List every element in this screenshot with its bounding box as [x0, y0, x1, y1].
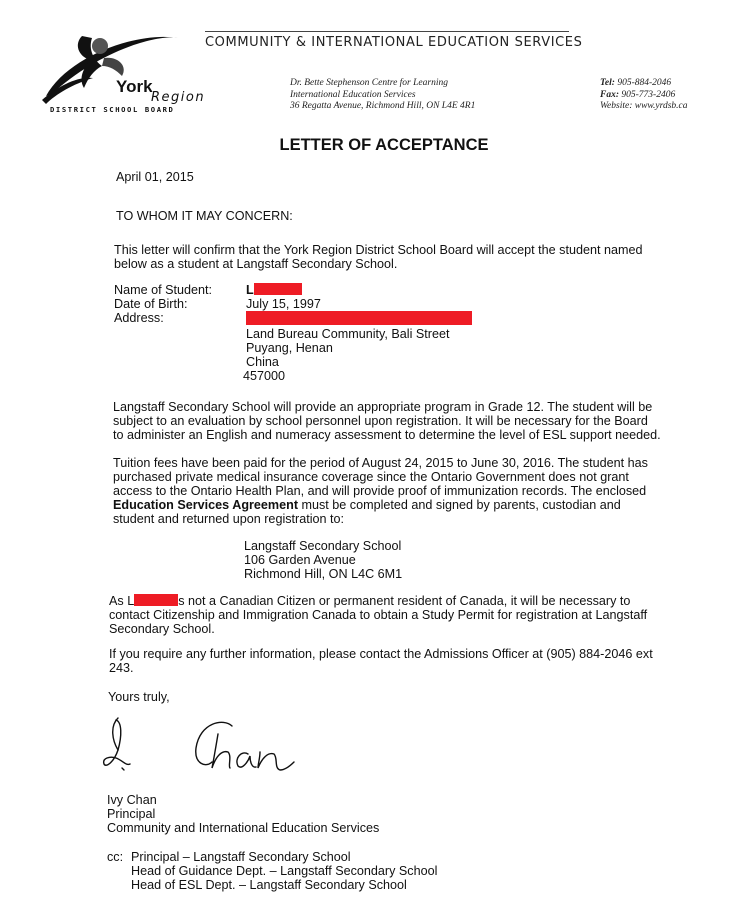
cc-item: Head of Guidance Dept. – Langstaff Secondary School	[131, 864, 438, 878]
signer-block	[107, 793, 379, 835]
paragraph-line: Langstaff Secondary School will provide an appropriate program in Grade 12. The student will be	[113, 400, 653, 414]
student-name	[246, 283, 472, 297]
address-line: China	[246, 355, 279, 369]
website-line	[600, 101, 688, 113]
permit-paragraph	[109, 594, 647, 636]
student-name-initial: L	[246, 283, 254, 297]
website-label: Website:	[600, 101, 633, 111]
header-rule	[205, 31, 569, 32]
student-dob: July 15, 1997	[246, 297, 321, 311]
tel-label: Tel:	[600, 78, 615, 88]
letter-date: April 01, 2015	[116, 170, 194, 184]
fax-label: Fax:	[600, 89, 619, 100]
intro-paragraph	[114, 243, 643, 271]
tel-line	[600, 78, 688, 90]
address-line: Richmond Hill, ON L4C 6M1	[244, 567, 403, 581]
fax-value: 905-773-2406	[621, 89, 676, 100]
closing: Yours truly,	[108, 690, 170, 704]
paragraph-line: This letter will confirm that the York Region District School Board will accept the student named	[114, 243, 643, 257]
address-line: Puyang, Henan	[246, 341, 333, 355]
agreement-text: must be completed and signed by parents, custodian and	[298, 498, 621, 512]
letterhead-contact	[600, 78, 688, 113]
cc-label: cc:	[107, 850, 124, 864]
school-address	[244, 539, 402, 581]
paragraph-line: Secondary School.	[109, 622, 215, 636]
address-line: Langstaff Secondary School	[244, 539, 402, 553]
paragraph-line	[113, 498, 648, 512]
website-value[interactable]: www.yrdsb.ca	[634, 101, 688, 111]
logo-york-text: York	[116, 77, 153, 96]
department-heading: COMMUNITY & INTERNATIONAL EDUCATION SERVICES	[205, 35, 583, 50]
logo-board-text: DISTRICT SCHOOL BOARD	[50, 105, 175, 114]
redaction-block	[134, 594, 178, 606]
paragraph-line: subject to an evaluation by school personnel upon registration. It will be necessary for the Board	[113, 414, 648, 428]
cc-item: Principal – Langstaff Secondary School	[131, 850, 351, 864]
address-line: Dr. Bette Stephenson Centre for Learning	[290, 78, 448, 88]
address-line: International Education Services	[290, 89, 416, 100]
paragraph-line: below as a student at Langstaff Secondary School.	[114, 257, 398, 271]
program-paragraph	[113, 400, 661, 442]
paragraph-line: student and returned upon registration to:	[113, 512, 345, 526]
student-labels	[114, 283, 212, 325]
student-address-redacted	[246, 311, 472, 327]
logo-region-text: Region	[151, 90, 206, 105]
address-line: 457000	[243, 369, 286, 383]
name-label: Name of Student:	[114, 283, 213, 297]
cc-item: Head of ESL Dept. – Langstaff Secondary School	[131, 878, 407, 892]
tuition-paragraph	[113, 456, 648, 526]
permit-prefix: As L	[109, 594, 135, 608]
fax-line	[600, 90, 688, 102]
address-line: 106 Garden Avenue	[244, 553, 356, 567]
address-line: Land Bureau Community, Bali Street	[246, 327, 450, 341]
paragraph-line: contact Citizenship and Immigration Canada to obtain a Study Permit for registration at Langstaff	[109, 608, 648, 622]
signer-department: Community and International Education Services	[107, 821, 380, 835]
paragraph-line	[109, 594, 647, 608]
signer-title: Principal	[107, 807, 156, 821]
permit-text: s not a Canadian Citizen or permanent resident of Canada, it will be necessary to	[178, 594, 631, 608]
redaction-block	[246, 311, 472, 325]
handwritten-signature	[100, 712, 340, 787]
paragraph-line: 243.	[109, 661, 134, 675]
tel-value: 905-884-2046	[617, 78, 672, 88]
contact-paragraph	[109, 647, 653, 675]
dob-label: Date of Birth:	[114, 297, 188, 311]
student-values	[246, 283, 472, 327]
student-address	[243, 327, 450, 383]
address-label: Address:	[114, 311, 164, 325]
paragraph-line: access to the Ontario Health Plan, and will provide proof of immunization records. The enclosed	[113, 484, 647, 498]
cc-list	[131, 850, 437, 892]
letter-title: LETTER OF ACCEPTANCE	[279, 136, 489, 154]
letterhead-address	[290, 78, 475, 113]
logo-graphic	[38, 26, 208, 116]
paragraph-line: purchased private medical insurance coverage since the Ontario Government does not grant	[113, 470, 629, 484]
signer-name: Ivy Chan	[107, 793, 157, 807]
agreement-name: Education Services Agreement	[113, 498, 299, 512]
york-region-logo	[38, 26, 208, 116]
address-line: 36 Regatta Avenue, Richmond Hill, ON L4E 4R1	[290, 101, 476, 111]
paragraph-line: to administer an English and numeracy assessment to determine the level of ESL support needed.	[113, 428, 661, 442]
paragraph-line: Tuition fees have been paid for the period of August 24, 2015 to June 30, 2016. The student has	[113, 456, 648, 470]
paragraph-line: If you require any further information, please contact the Admissions Officer at (905) 884-2046 ext	[109, 647, 653, 661]
redaction-block	[254, 283, 302, 295]
salutation: TO WHOM IT MAY CONCERN:	[116, 209, 293, 223]
